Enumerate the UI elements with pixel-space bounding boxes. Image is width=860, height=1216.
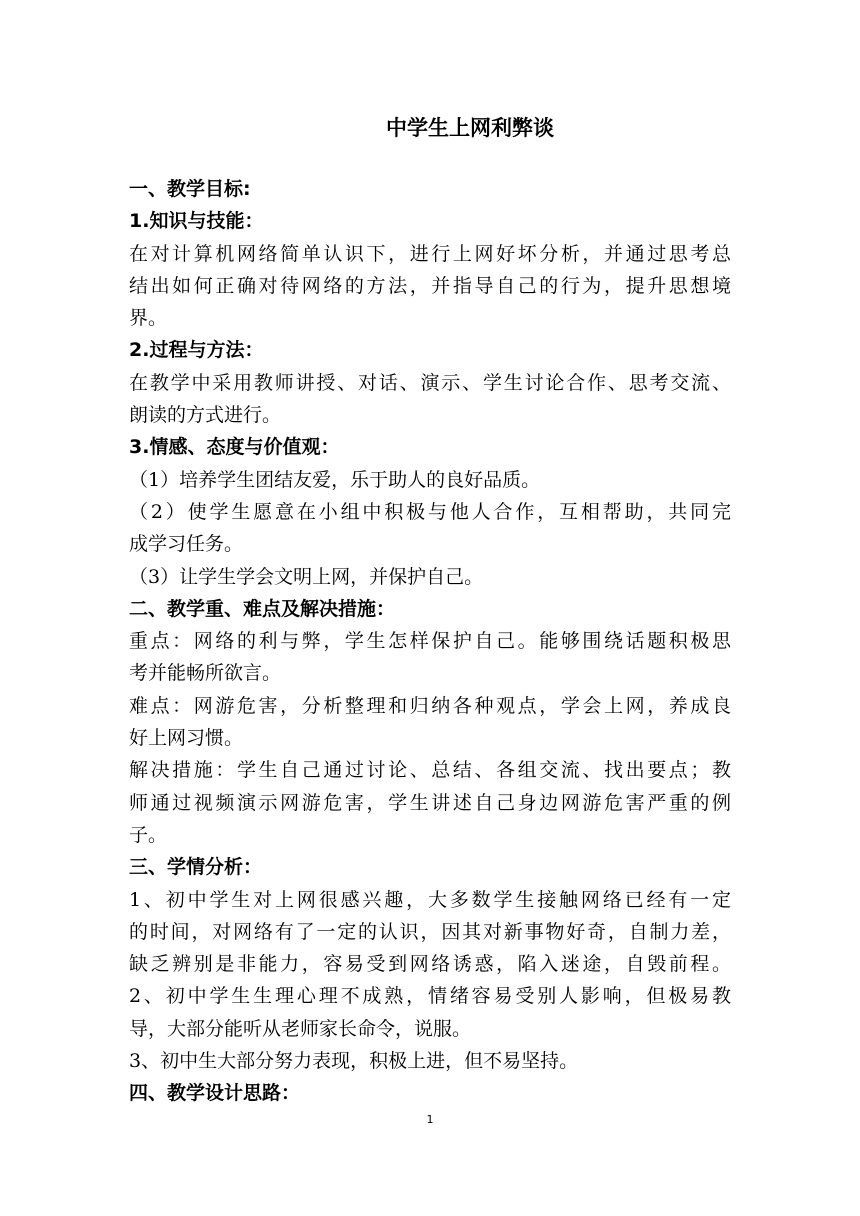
list-item-continuation: 成学习任务。 (129, 533, 244, 556)
section-heading-objectives: 一、教学目标: (129, 178, 251, 200)
paragraph-line: 好上网习惯。 (129, 727, 244, 750)
list-item: （2）使学生愿意在小组中积极与他人合作，互相帮助，共同完 (129, 500, 731, 523)
paragraph-line: 导，大部分能听从老师家长命令，说服。 (129, 1017, 472, 1040)
section-heading-key-points: 二、教学重、难点及解决措施： (129, 597, 396, 620)
paragraph-line: 缺乏辨别是非能力，容易受到网络诱惑，陷入迷途，自毁前程。 (129, 953, 731, 976)
paragraph-line: 解决措施：学生自己通过讨论、总结、各组交流、找出要点；教 (129, 759, 731, 782)
paragraph-line: 子。 (129, 823, 168, 846)
subheading-process-methods: 2.过程与方法： (129, 339, 264, 362)
paragraph-line: 2、初中学生生理心理不成熟，情绪容易受别人影响，但极易教 (129, 985, 731, 1008)
paragraph-line: 界。 (129, 307, 168, 330)
paragraph-line: 在对计算机网络简单认识下，进行上网好坏分析，并通过思考总 (129, 242, 731, 265)
paragraph-line: 在教学中采用教师讲授、对话、演示、学生讨论合作、思考交流、 (129, 371, 731, 394)
document-title: 中学生上网利弊谈 (386, 116, 554, 140)
paragraph-line: 结出如何正确对待网络的方法，并指导自己的行为，提升思想境 (129, 274, 731, 297)
paragraph-line: 难点：网游危害，分析整理和归纳各种观点，学会上网，养成良 (129, 694, 731, 717)
paragraph-line: 的时间，对网络有了一定的认识，因其对新事物好奇，自制力差， (129, 920, 731, 943)
paragraph-line: 3、初中生大部分努力表现，积极上进，但不易坚持。 (129, 1050, 579, 1073)
subheading-attitude-values: 3.情感、态度与价值观： (129, 436, 340, 459)
list-item: （3）让学生学会文明上网，并保护自己。 (129, 565, 484, 588)
document-body (129, 173, 731, 1110)
paragraph-line: 师通过视频演示网游危害，学生讲述自己身边网游危害严重的例 (129, 791, 731, 814)
section-heading-design-ideas: 四、教学设计思路： (129, 1082, 301, 1105)
list-item: （1）培养学生团结友爱，乐于助人的良好品质。 (129, 468, 541, 491)
paragraph-line: 考并能畅所欲言。 (129, 662, 282, 685)
paragraph-line: 重点：网络的利与弊，学生怎样保护自己。能够围绕话题积极思 (129, 630, 731, 653)
paragraph-line: 1、初中学生对上网很感兴趣，大多数学生接触网络已经有一定 (129, 888, 731, 911)
paragraph-line: 朗读的方式进行。 (129, 404, 282, 427)
subheading-knowledge-skills: 1.知识与技能： (129, 210, 264, 233)
page-number: 1 (426, 1113, 434, 1126)
section-heading-learner-analysis: 三、学情分析： (129, 856, 263, 879)
